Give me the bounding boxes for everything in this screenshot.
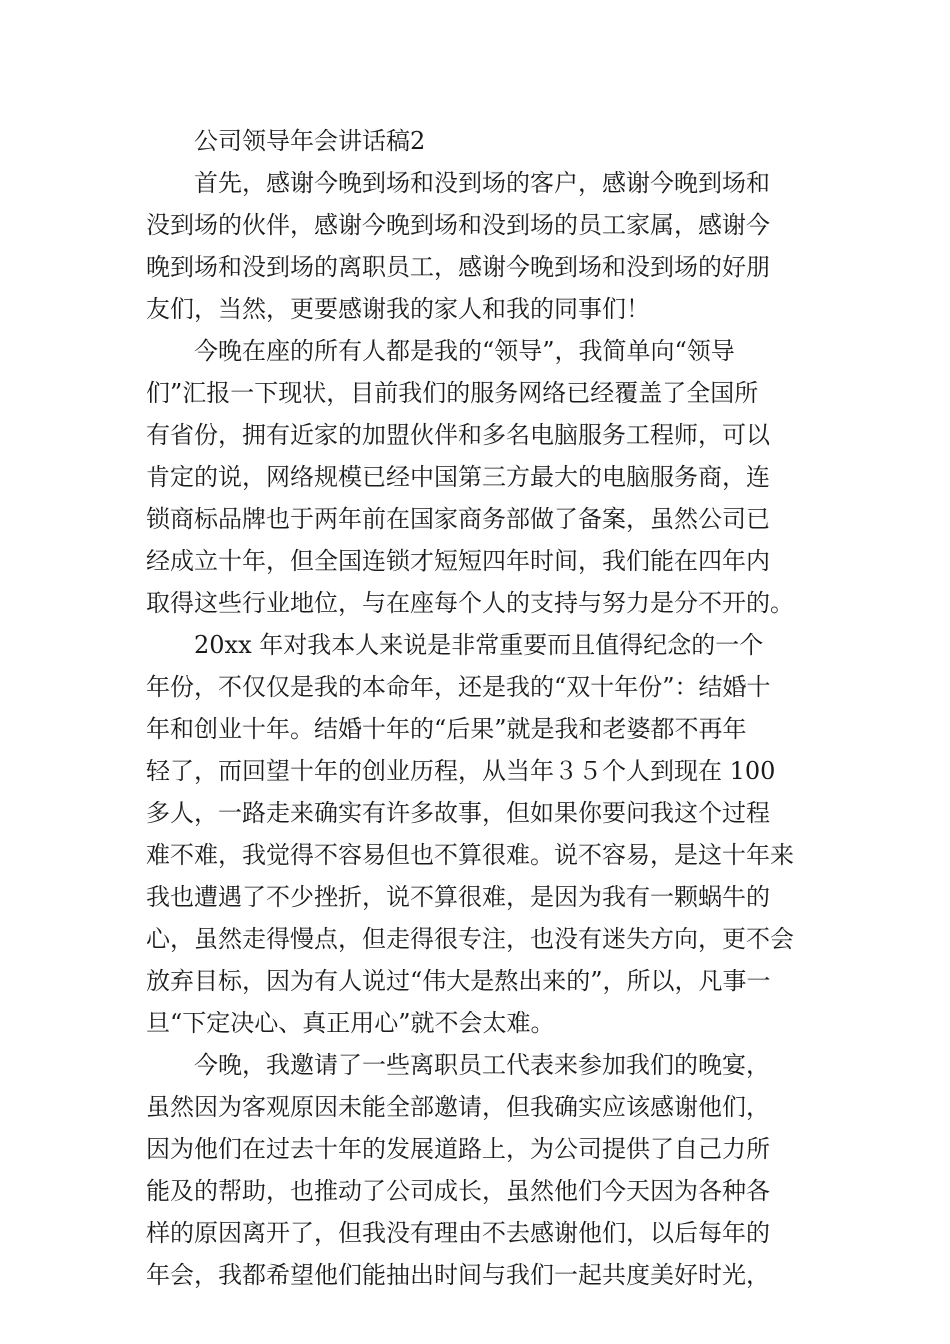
- paragraph-line: 晚到场和没到场的离职员工，感谢今晚到场和没到场的好朋: [146, 253, 770, 281]
- paragraph-line: 我也遭遇了不少挫折，说不算很难，是因为我有一颗蜗牛的: [146, 883, 770, 911]
- paragraph-line: 心，虽然走得慢点，但走得很专注，也没有迷失方向，更不会: [146, 925, 794, 953]
- paragraph-line: 锁商标品牌也于两年前在国家商务部做了备案，虽然公司已: [146, 505, 770, 533]
- paragraph-line: 今晚，我邀请了一些离职员工代表来参加我们的晚宴，: [194, 1051, 770, 1079]
- paragraph-line: 能及的帮助，也推动了公司成长，虽然他们今天因为各种各: [146, 1177, 770, 1205]
- paragraph-line: 经成立十年，但全国连锁才短短四年时间，我们能在四年内: [146, 547, 770, 575]
- paragraph-container: [146, 162, 814, 1296]
- paragraph-line: 放弃目标，因为有人说过“伟大是熬出来的”，所以，凡事一: [146, 967, 771, 995]
- paragraph-line: 肯定的说，网络规模已经中国第三方最大的电脑服务商，连: [146, 463, 770, 491]
- paragraph-line: 旦“下定决心、真正用心”就不会太难。: [146, 1009, 555, 1037]
- body-paragraph: [146, 330, 814, 624]
- paragraph-line: 今晚在座的所有人都是我的“领导”，我简单向“领导: [194, 337, 735, 365]
- paragraph-line: 虽然因为客观原因未能全部邀请，但我确实应该感谢他们，: [146, 1093, 770, 1121]
- paragraph-line: 有省份，拥有近家的加盟伙伴和多名电脑服务工程师，可以: [146, 421, 770, 449]
- paragraph-line: 年会，我都希望他们能抽出时间与我们一起共度美好时光，: [146, 1261, 770, 1289]
- document-title: 公司领导年会讲话稿2: [194, 127, 426, 155]
- body-paragraph: [146, 162, 814, 330]
- paragraph-line: 取得这些行业地位，与在座每个人的支持与努力是分不开的。: [146, 589, 794, 617]
- document-body: [146, 120, 814, 1296]
- paragraph-line: 20xx 年对我本人来说是非常重要而且值得纪念的一个: [194, 631, 764, 659]
- paragraph-line: 年份，不仅仅是我的本命年，还是我的“双十年份”：结婚十: [146, 673, 771, 701]
- paragraph-line: 年和创业十年。结婚十年的“后果”就是我和老婆都不再年: [146, 715, 747, 743]
- paragraph-line: 友们，当然，更要感谢我的家人和我的同事们！: [146, 295, 650, 323]
- paragraph-line: 因为他们在过去十年的发展道路上，为公司提供了自己力所: [146, 1135, 770, 1163]
- paragraph-line: 多人，一路走来确实有许多故事，但如果你要问我这个过程: [146, 799, 770, 827]
- paragraph-line: 样的原因离开了，但我没有理由不去感谢他们，以后每年的: [146, 1219, 770, 1247]
- paragraph-line: 难不难，我觉得不容易但也不算很难。说不容易，是这十年来: [146, 841, 794, 869]
- body-paragraph: [146, 1044, 814, 1296]
- paragraph-line: 没到场的伙伴，感谢今晚到场和没到场的员工家属，感谢今: [146, 211, 770, 239]
- paragraph-line: 首先，感谢今晚到场和没到场的客户，感谢今晚到场和: [194, 169, 770, 197]
- paragraph-line: 轻了，而回望十年的创业历程，从当年３５个人到现在 100: [146, 757, 776, 785]
- paragraph-line: 们”汇报一下现状，目前我们的服务网络已经覆盖了全国所: [146, 379, 759, 407]
- body-paragraph: [146, 624, 814, 1044]
